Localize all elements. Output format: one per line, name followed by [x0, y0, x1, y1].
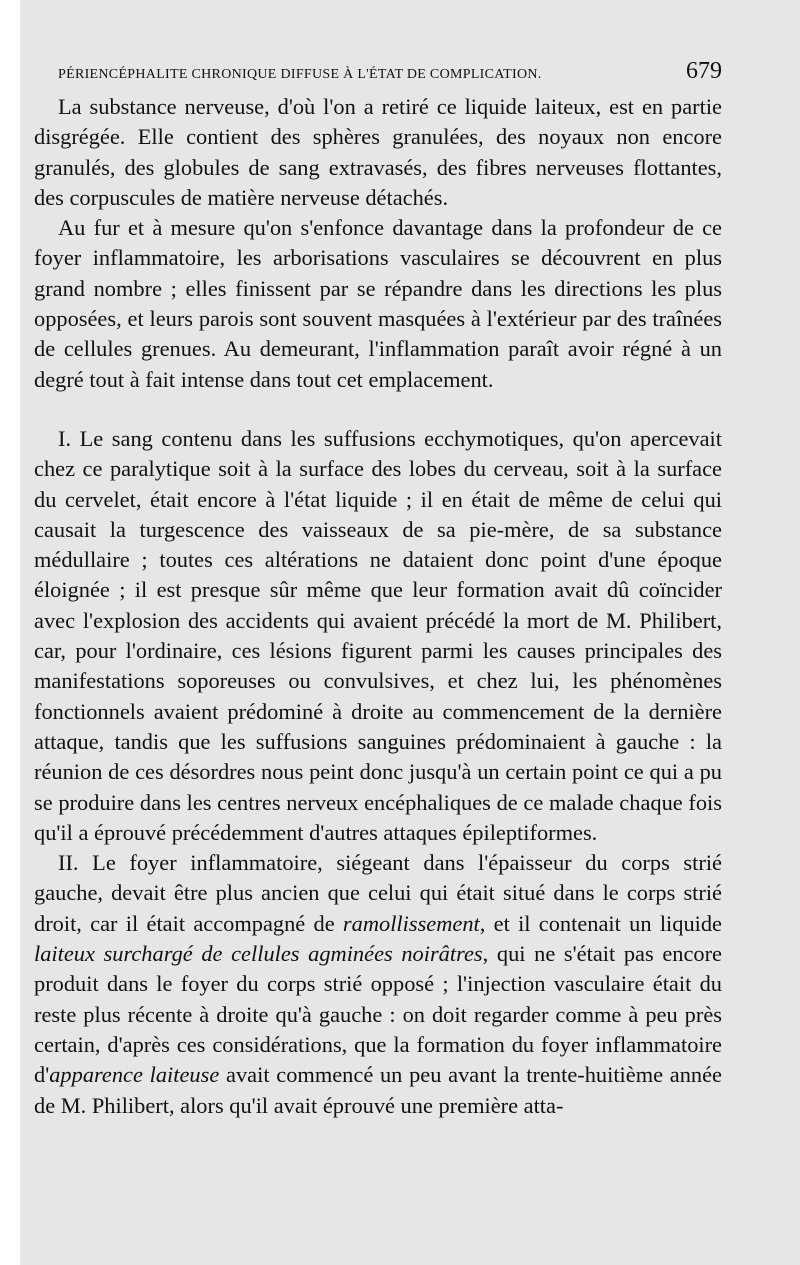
paragraph-text: avait commencé un peu avant la trente-huitième année de M. Philibert, alors qu'il avait éprouvé une première atta- — [34, 1062, 722, 1118]
running-head-title: PÉRIENCÉPHALITE CHRONIQUE DIFFUSE À L'ÉTAT DE COMPLICATION. — [58, 67, 542, 82]
italic-term: laiteux surchargé de cellules agminées noirâtres — [34, 941, 483, 967]
paragraph-text: II. Le foyer inflammatoire, siégeant dans l'épaisseur du corps strié gauche, devait être plus ancien que celui qui était situé dans le corps strié droit, car il était accompagné de — [34, 850, 722, 936]
body-text — [34, 92, 722, 1121]
italic-term: ramollissement — [342, 910, 480, 936]
page-content — [34, 58, 722, 1121]
paragraph: La substance nerveuse, d'où l'on a retiré ce liquide laiteux, est en partie disgrégée. Elle contient des sphères granulées, des noyaux non encore granulés, des globules de sang extravasés, des fibres nerveuses flottantes, des corpuscules de matière nerveuse détachés. — [34, 94, 722, 210]
paragraph: I. Le sang contenu dans les suffusions ecchymotiques, qu'on apercevait chez ce paralytique soit à la surface des lobes du cerveau, soit à la surface du cervelet, était encore à l'état liquide ; il en était de même de celui qui causait la turgescence des vaisseaux de sa pie-mère, de sa substance médullaire ; toutes ces altérations ne dataient donc point d'une époque éloignée ; il est presque sûr même que leur formation avait dû coïncider avec l'explosion des accidents qui avaient précédé la mort de M. Philibert, car, pour l'ordinaire, ces lésions figurent parmi les causes principales des manifestations soporeuses ou convulsives, et chez lui, les phénomènes fonctionnels avaient prédominé à droite au commencement de la dernière attaque, tandis que les suffusions sanguines prédominaient à gauche : la réunion de ces désordres nous peint donc jusqu'à un certain point ce qui a pu se produire dans les centres nerveux encéphaliques de ce malade chaque fois qu'il a éprouvé précédemment d'autres attaques épileptiformes. — [34, 425, 722, 845]
italic-term: apparence laiteuse — [49, 1062, 220, 1088]
paragraph-text: , et il contenait un liquide — [479, 910, 722, 936]
paragraph: Au fur et à mesure qu'on s'enfonce davantage dans la profondeur de ce foyer inflammatoire, les arborisations vasculaires se découvrent en plus grand nombre ; elles finissent par se répandre dans les directions les plus opposées, et leurs parois sont souvent masquées à l'extérieur par des traînées de cellules grenues. Au demeurant, l'inflammation paraît avoir régné à un degré tout à fait intense dans tout cet emplacement. — [34, 215, 722, 392]
section-gap — [34, 395, 722, 424]
paragraph-text: , qui ne s'était pas encore produit dans le foyer du corps strié opposé ; l'injection vasculaire était du reste plus récente à droite qu'à gauche : on doit regarder comme à peu près certain, d'après ces considérations, que la formation du foyer inflammatoire d' — [34, 941, 722, 1088]
page-number: 679 — [686, 58, 722, 84]
running-head — [34, 58, 722, 92]
page-edge — [0, 0, 20, 1265]
paragraph — [34, 848, 722, 1121]
